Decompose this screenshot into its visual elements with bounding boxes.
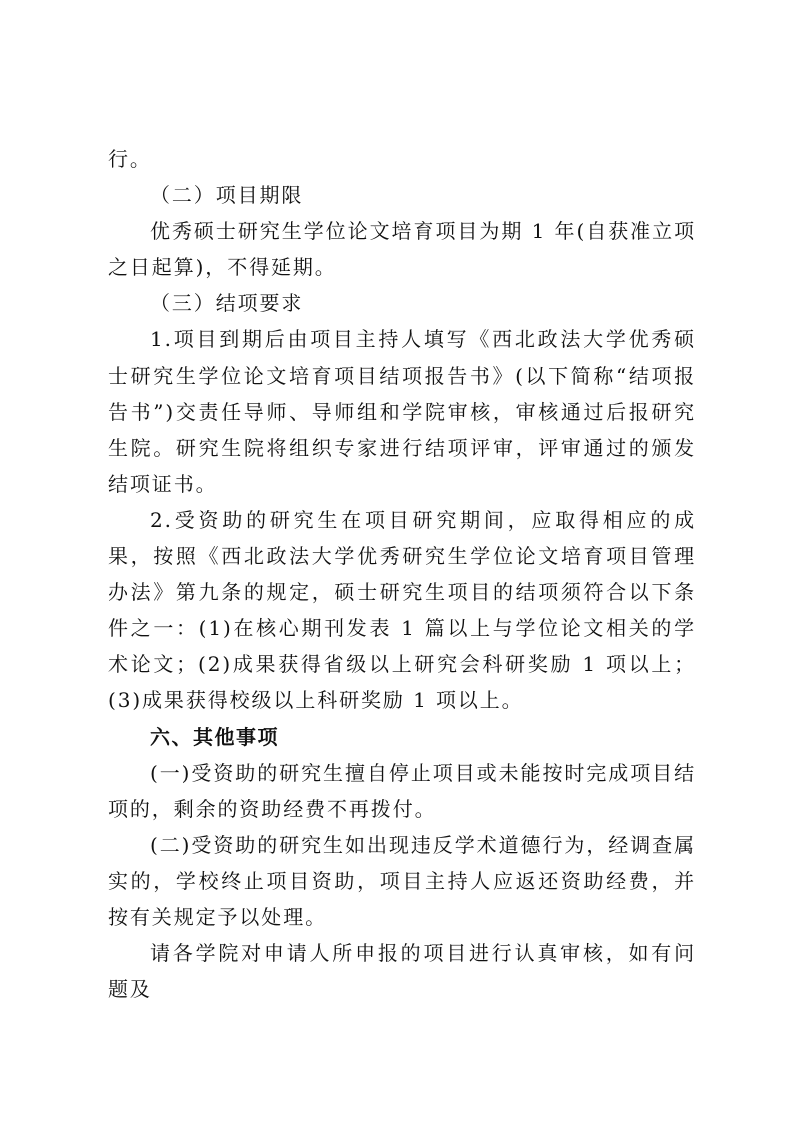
section-title-other-matters: 六、其他事项 (150, 724, 279, 749)
subsection-title-project-period: （二）项目期限 (150, 183, 304, 208)
paragraph-other-matter-2: (二)受资助的研究生如出现违反学术道德行为，经调查属实的，学校终止项目资助，项目主持人应返还资助经费，并按有关规定予以处理。 (108, 832, 696, 929)
subsection-title-completion-requirements: （三）结项要求 (150, 291, 304, 316)
paragraph-requirement-2: 2.受资助的研究生在项目研究期间，应取得相应的成果，按照《西北政法大学优秀研究生学位论文培育项目管理办法》第九条的规定，硕士研究生项目的结项须符合以下条件之一：(1)在核心期刊发表 1 篇以上与学位论文相关的学术论文；(2)成果获得省级以上研究会科研奖励 1 项以上；(3)成果获得校级以上科研奖励 1 项以上。 (108, 507, 696, 713)
paragraph-continuation: 行。 (108, 147, 152, 171)
paragraph-requirement-1: 1.项目到期后由项目主持人填写《西北政法大学优秀硕士研究生学位论文培育项目结项报告书》(以下简称“结项报告书”)交责任导师、导师组和学院审核，审核通过后报研究生院。研究生院将组织专家进行结项评审，评审通过的颁发结项证书。 (108, 327, 696, 496)
document-body (108, 141, 696, 1007)
paragraph-project-period: 优秀硕士研究生学位论文培育项目为期 1 年(自获准立项之日起算)，不得延期。 (108, 219, 696, 280)
paragraph-other-matter-1: (一)受资助的研究生擅自停止项目或未能按时完成项目结项的，剩余的资助经费不再拨付。 (108, 760, 696, 821)
paragraph-closing: 请各学院对申请人所申报的项目进行认真审核，如有问题及 (108, 941, 696, 1002)
